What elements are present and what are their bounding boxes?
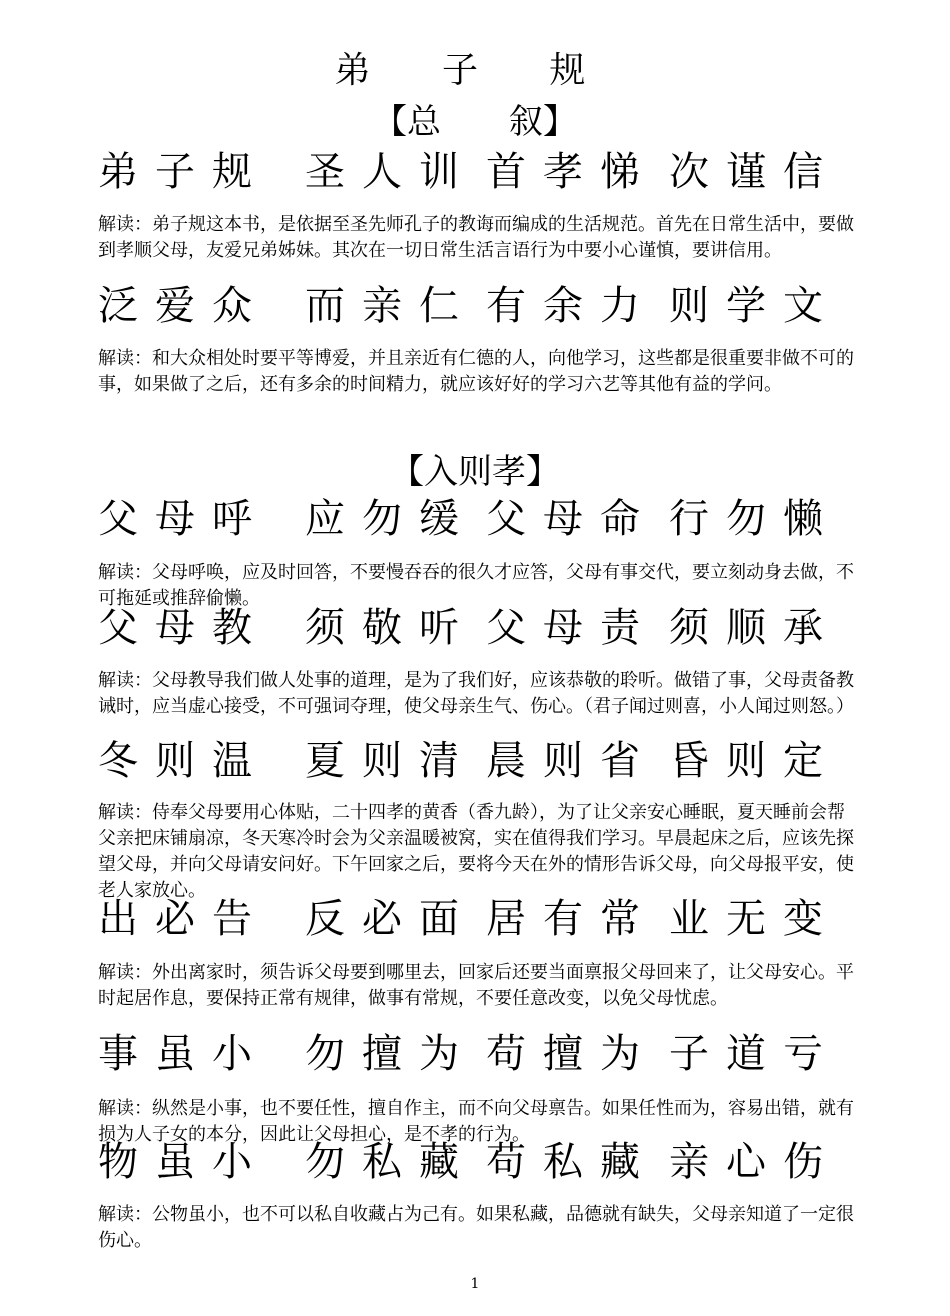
verse-phrase: 圣 人 训 — [305, 149, 459, 195]
verse-phrase: 父 母 教 — [98, 605, 252, 651]
verse-phrase: 须 顺 承 — [669, 605, 823, 651]
verse-line — [98, 739, 840, 783]
verse-phrase: 苟 私 藏 — [486, 1139, 640, 1185]
verse-phrase: 泛 爱 众 — [98, 283, 252, 329]
verse-phrase: 夏 则 清 — [305, 738, 459, 784]
verse-line — [98, 284, 840, 328]
verse-line — [98, 1032, 840, 1076]
verse-line — [98, 606, 840, 650]
verse-phrase: 业 无 变 — [669, 896, 823, 942]
verse-phrase: 出 必 告 — [98, 896, 252, 942]
explanation-text: 解读：纵然是小事，也不要任性，擅自作主，而不向父母禀告。如果任性而为，容易出错，就有损为人子女的本分，因此让父母担心，是不孝的行为。 — [98, 1098, 854, 1145]
verse-line — [98, 897, 840, 941]
verse-phrase: 有 余 力 — [486, 283, 640, 329]
verse-phrase: 苟 擅 为 — [486, 1031, 640, 1077]
verse-phrase: 而 亲 仁 — [305, 283, 459, 329]
verse-phrase: 昏 则 定 — [669, 738, 823, 784]
verse-phrase: 弟 子 规 — [98, 149, 252, 195]
verse-phrase: 应 勿 缓 — [305, 496, 459, 542]
page-number: 1 — [470, 1276, 480, 1292]
explanation-text: 解读：公物虽小，也不可以私自收藏占为己有。如果私藏，品德就有缺失，父母亲知道了一定很伤心。 — [98, 1204, 854, 1251]
verse-phrase: 次 谨 信 — [669, 149, 823, 195]
verse-phrase: 勿 擅 为 — [305, 1031, 459, 1077]
verse-phrase: 反 必 面 — [305, 896, 459, 942]
verse-line — [98, 150, 840, 194]
verse-phrase: 行 勿 懒 — [669, 496, 823, 542]
verse-phrase: 子 道 亏 — [669, 1031, 823, 1077]
explanation-text: 解读：父母教导我们做人处事的道理，是为了我们好，应该恭敬的聆听。做错了事，父母责备教诫时，应当虚心接受，不可强词夺理，使父母亲生气、伤心。（君子闻过则喜，小人闻过则怒。） — [98, 670, 854, 717]
verse-phrase: 首 孝 悌 — [486, 149, 640, 195]
verse-phrase: 居 有 常 — [486, 896, 640, 942]
verse-phrase: 须 敬 听 — [305, 605, 459, 651]
verse-phrase: 物 虽 小 — [98, 1139, 252, 1185]
verse-phrase: 晨 则 省 — [486, 738, 640, 784]
verse-phrase: 父 母 责 — [486, 605, 640, 651]
explanation-text: 解读：侍奉父母要用心体贴，二十四孝的黄香（香九龄），为了让父亲安心睡眠，夏天睡前会帮父亲把床铺扇凉，冬天寒冷时会为父亲温暖被窝，实在值得我们学习。早晨起床之后，应该先探望父母，并向父母请安问好。下午回家之后，要将今天在外的情形告诉父母，向父母报平安，使老人家放心。 — [98, 802, 854, 901]
verse-phrase: 则 学 文 — [669, 283, 823, 329]
explanation-text: 解读：和大众相处时要平等博爱，并且亲近有仁德的人，向他学习，这些都是很重要非做不可的事，如果做了之后，还有多余的时间精力，就应该好好的学习六艺等其他有益的学问。 — [98, 348, 854, 395]
verse-phrase: 冬 则 温 — [98, 738, 252, 784]
explanation-text: 解读：外出离家时，须告诉父母要到哪里去，回家后还要当面禀报父母回来了，让父母安心。平时起居作息，要保持正常有规律，做事有常规，不要任意改变，以免父母忧虑。 — [98, 962, 854, 1009]
verse-phrase: 勿 私 藏 — [305, 1139, 459, 1185]
verse-phrase: 事 虽 小 — [98, 1031, 252, 1077]
explanation-text: 解读：弟子规这本书，是依据至圣先师孔子的教诲而编成的生活规范。首先在日常生活中，要做到孝顺父母，友爱兄弟姊妹。其次在一切日常生活言语行为中要小心谨慎，要讲信用。 — [98, 214, 854, 261]
verse-phrase: 亲 心 伤 — [669, 1139, 823, 1185]
section-heading-general: 【总 叙】 — [373, 102, 577, 142]
verse-phrase: 父 母 命 — [486, 496, 640, 542]
section-heading-filial: 【入则孝】 — [390, 452, 560, 492]
page-title: 弟 子 规 — [334, 50, 616, 91]
verse-phrase: 父 母 呼 — [98, 496, 252, 542]
verse-line — [98, 497, 840, 541]
explanation-text: 解读：父母呼唤，应及时回答，不要慢吞吞的很久才应答，父母有事交代，要立刻动身去做，不可拖延或推辞偷懒。 — [98, 562, 854, 609]
verse-line — [98, 1140, 840, 1184]
